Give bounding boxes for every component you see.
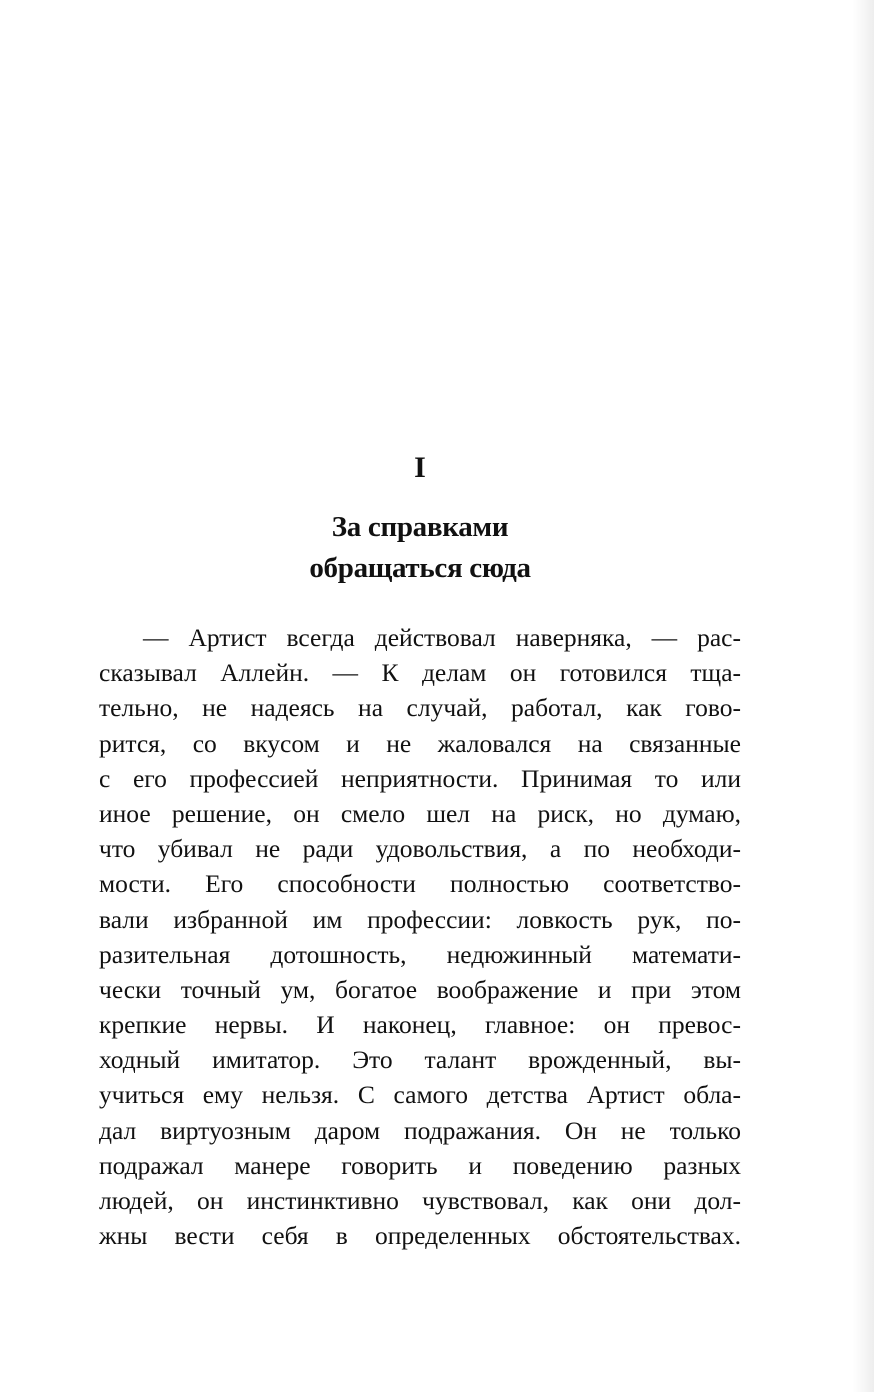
body-paragraph (99, 620, 741, 1253)
text-line: тельно, не надеясь на случай, работал, как гово- (99, 693, 741, 723)
chapter-title (0, 507, 840, 589)
text-line: иное решение, он смело шел на риск, но думаю, (99, 798, 741, 828)
text-line: крепкие нервы. И наконец, главное: он превос- (99, 1010, 741, 1040)
text-line: ходный имитатор. Это талант врожденный, вы- (99, 1045, 741, 1075)
text-line: вали избранной им профессии: ловкость рук, по- (99, 904, 741, 934)
text-line: жны вести себя в определенных обстоятельствах. (99, 1221, 741, 1251)
text-line: чески точный ум, богатое воображение и при этом (99, 974, 741, 1004)
text-line: что убивал не ради удовольствия, а по необходи- (99, 834, 741, 864)
text-line: мости. Его способности полностью соответство- (99, 869, 741, 899)
chapter-title-line: обращаться сюда (309, 552, 531, 584)
page-edge-shadow (852, 0, 874, 1392)
text-line: рится, со вкусом и не жаловался на связанные (99, 728, 741, 758)
text-line: с его профессией неприятности. Принимая то или (99, 763, 741, 793)
chapter-title-line: За справками (331, 511, 509, 543)
chapter-number: I (414, 451, 426, 484)
text-line: — Артист всегда действовал наверняка, — рас- (143, 623, 741, 652)
text-line: сказывал Аллейн. — К делам он готовился тща- (99, 658, 741, 688)
text-line: учиться ему нельзя. С самого детства Артист обла- (99, 1080, 741, 1110)
text-line: разительная дотошность, недюжинный математи- (99, 939, 741, 969)
text-line: подражал манере говорить и поведению разных (99, 1150, 741, 1180)
text-line: людей, он инстинктивно чувствовал, как они дол- (99, 1186, 741, 1215)
text-line: дал виртуозным даром подражания. Он не только (99, 1115, 741, 1145)
